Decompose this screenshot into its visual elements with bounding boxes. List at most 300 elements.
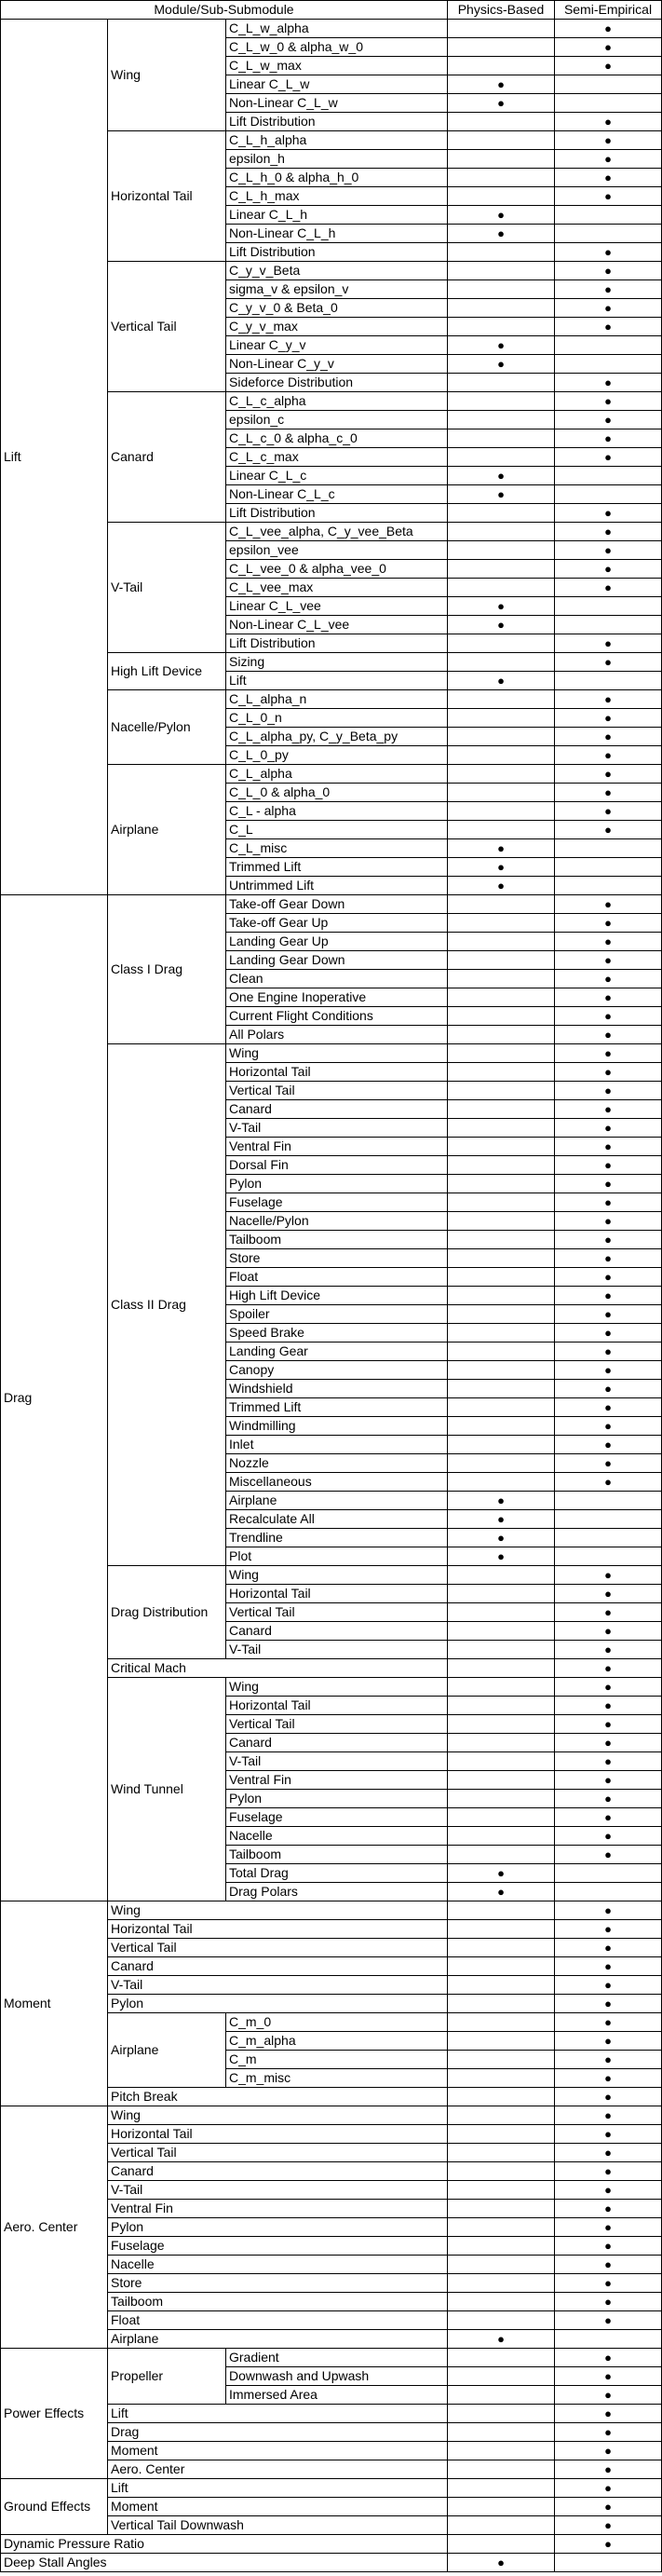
item-name: Ventral Fin <box>226 1771 448 1790</box>
item-name: Spoiler <box>226 1305 448 1324</box>
item-name: Fuselage <box>226 1808 448 1827</box>
item-name: V-Tail <box>226 1119 448 1138</box>
semi-empirical-mark: ● <box>604 1177 612 1191</box>
physics-based-cell <box>448 541 555 560</box>
semi-empirical-cell <box>555 1790 662 1808</box>
item-name: Wing <box>226 1678 448 1697</box>
physics-based-mark: ● <box>497 841 505 855</box>
semi-empirical-cell <box>555 1156 662 1175</box>
physics-based-cell <box>448 1473 555 1492</box>
item-name: Tailboom <box>226 1231 448 1249</box>
semi-empirical-mark: ● <box>604 375 612 389</box>
physics-based-cell <box>448 1007 555 1026</box>
physics-based-cell <box>448 2069 555 2088</box>
item-name: Lift Distribution <box>226 504 448 523</box>
physics-based-cell <box>448 1193 555 1212</box>
semi-empirical-cell <box>555 728 662 746</box>
physics-based-cell <box>448 1138 555 1156</box>
item-name: Clean <box>226 970 448 988</box>
semi-empirical-cell <box>555 1417 662 1436</box>
item-name: Airplane <box>226 1492 448 1510</box>
semi-empirical-mark: ● <box>604 2108 612 2122</box>
semi-empirical-cell <box>555 1585 662 1603</box>
semi-empirical-mark: ● <box>604 2537 612 2551</box>
item-name: Windmilling <box>226 1417 448 1436</box>
semi-empirical-mark: ● <box>604 320 612 334</box>
semi-empirical-mark: ● <box>604 823 612 837</box>
physics-based-cell <box>448 1920 555 1939</box>
semi-empirical-cell <box>555 2442 662 2460</box>
semi-empirical-mark: ● <box>604 2481 612 2495</box>
semi-empirical-mark: ● <box>604 1363 612 1377</box>
semi-empirical-cell <box>555 1622 662 1641</box>
semi-empirical-cell <box>555 1752 662 1771</box>
item-name: C_L_vee_alpha, C_y_vee_Beta <box>226 523 448 541</box>
item-name: Take-off Gear Up <box>226 914 448 933</box>
semi-empirical-mark: ● <box>604 1941 612 1955</box>
physics-based-mark: ● <box>497 879 505 893</box>
semi-empirical-mark: ● <box>604 1251 612 1265</box>
semi-empirical-mark: ● <box>604 1978 612 1992</box>
semi-empirical-cell <box>555 2311 662 2330</box>
semi-empirical-cell <box>555 1603 662 1622</box>
physics-based-cell <box>448 634 555 653</box>
semi-empirical-cell <box>555 1343 662 1361</box>
semi-empirical-cell <box>555 336 662 355</box>
semi-empirical-mark: ● <box>604 394 612 408</box>
item-name: Nacelle <box>226 1827 448 1846</box>
item-name: Non-Linear C_L_h <box>226 225 448 243</box>
semi-empirical-cell <box>555 914 662 933</box>
submodule-name: Nacelle <box>108 2256 448 2274</box>
semi-empirical-mark: ● <box>604 692 612 706</box>
physics-based-cell <box>448 653 555 672</box>
item-name: Non-Linear C_L_w <box>226 94 448 113</box>
item-name: C_L_0_n <box>226 709 448 728</box>
item-name: C_L_h_0 & alpha_h_0 <box>226 169 448 187</box>
physics-based-cell <box>448 1752 555 1771</box>
semi-empirical-mark: ● <box>604 152 612 166</box>
item-name: Horizontal Tail <box>226 1063 448 1082</box>
item-name: Wing <box>226 1044 448 1063</box>
semi-empirical-mark: ● <box>604 1959 612 1973</box>
item-name: Nacelle/Pylon <box>226 1212 448 1231</box>
semi-empirical-cell <box>555 355 662 374</box>
semi-empirical-mark: ● <box>604 450 612 464</box>
semi-empirical-mark: ● <box>604 1680 612 1694</box>
semi-empirical-cell <box>555 150 662 169</box>
semi-empirical-cell <box>555 2535 662 2554</box>
semi-empirical-cell <box>555 1566 662 1585</box>
physics-based-cell <box>448 728 555 746</box>
item-name: Trimmed Lift <box>226 1398 448 1417</box>
physics-based-cell <box>448 765 555 784</box>
physics-based-mark: ● <box>497 674 505 688</box>
physics-based-mark: ● <box>497 860 505 874</box>
semi-empirical-mark: ● <box>604 1288 612 1302</box>
module-name: Ground Effects <box>1 2479 108 2535</box>
item-name: C_L_alpha <box>226 765 448 784</box>
semi-empirical-mark: ● <box>604 1400 612 1414</box>
semi-empirical-mark: ● <box>604 1419 612 1433</box>
physics-based-cell <box>448 1641 555 1659</box>
semi-empirical-cell <box>555 951 662 970</box>
item-name: Fuselage <box>226 1193 448 1212</box>
submodule-name: V-Tail <box>108 2181 448 2200</box>
submodule-name: Aero. Center <box>108 2460 448 2479</box>
physics-based-cell <box>448 1697 555 1715</box>
semi-empirical-mark: ● <box>604 1065 612 1079</box>
semi-empirical-mark: ● <box>604 934 612 948</box>
semi-empirical-cell <box>555 634 662 653</box>
physics-based-cell <box>448 2237 555 2256</box>
semi-empirical-cell <box>555 75 662 94</box>
item-name: C_L_vee_max <box>226 579 448 597</box>
submodule-name: Store <box>108 2274 448 2293</box>
semi-empirical-cell <box>555 2181 662 2200</box>
physics-based-cell <box>448 1212 555 1231</box>
semi-empirical-mark: ● <box>604 1456 612 1470</box>
semi-empirical-cell <box>555 2330 662 2349</box>
submodule-name: V-Tail <box>108 523 226 653</box>
item-name: Landing Gear Up <box>226 933 448 951</box>
semi-empirical-mark: ● <box>604 2015 612 2029</box>
module-name: Aero. Center <box>1 2106 108 2349</box>
physics-based-cell <box>448 1287 555 1305</box>
item-name: Pylon <box>226 1175 448 1193</box>
semi-empirical-cell <box>555 131 662 150</box>
semi-empirical-cell <box>555 1492 662 1510</box>
physics-based-cell <box>448 2554 555 2572</box>
physics-based-cell <box>448 1883 555 1901</box>
physics-based-cell <box>448 2181 555 2200</box>
physics-based-cell <box>448 448 555 467</box>
semi-empirical-cell <box>555 1100 662 1119</box>
table-row <box>1 2479 662 2498</box>
semi-empirical-cell <box>555 2013 662 2032</box>
semi-empirical-mark: ● <box>604 1773 612 1787</box>
physics-based-cell <box>448 690 555 709</box>
submodule-name: Canard <box>108 1957 448 1976</box>
physics-based-cell <box>448 2349 555 2367</box>
semi-empirical-mark: ● <box>604 990 612 1004</box>
item-name: C_L_vee_0 & alpha_vee_0 <box>226 560 448 579</box>
submodule-name: Wing <box>108 1901 448 1920</box>
semi-empirical-cell <box>555 858 662 877</box>
semi-empirical-cell <box>555 318 662 336</box>
submodule-name: Vertical Tail <box>108 2144 448 2162</box>
semi-empirical-mark: ● <box>604 1009 612 1023</box>
physics-based-cell <box>448 2162 555 2181</box>
semi-empirical-mark: ● <box>604 2257 612 2271</box>
item-name: C_m_alpha <box>226 2032 448 2051</box>
semi-empirical-cell <box>555 504 662 523</box>
semi-empirical-cell <box>555 280 662 299</box>
semi-empirical-mark: ● <box>604 40 612 54</box>
semi-empirical-mark: ● <box>604 2369 612 2383</box>
physics-based-cell <box>448 1790 555 1808</box>
physics-based-cell <box>448 429 555 448</box>
submodule-name: Pylon <box>108 1995 448 2013</box>
semi-empirical-mark: ● <box>604 1270 612 1284</box>
physics-based-cell <box>448 1547 555 1566</box>
item-name: Gradient <box>226 2349 448 2367</box>
semi-empirical-cell <box>555 2386 662 2405</box>
item-name: Landing Gear <box>226 1343 448 1361</box>
item-name: Windshield <box>226 1380 448 1398</box>
semi-empirical-mark: ● <box>604 2406 612 2420</box>
semi-empirical-cell <box>555 1231 662 1249</box>
semi-empirical-mark: ● <box>604 1587 612 1601</box>
semi-empirical-cell <box>555 2460 662 2479</box>
semi-empirical-cell <box>555 2423 662 2442</box>
item-name: C_L_misc <box>226 839 448 858</box>
table-row <box>1 2554 662 2572</box>
item-name: Nozzle <box>226 1454 448 1473</box>
semi-empirical-mark: ● <box>604 1829 612 1843</box>
semi-empirical-cell <box>555 113 662 131</box>
item-name: C_L_c_0 & alpha_c_0 <box>226 429 448 448</box>
submodule-name: Lift <box>108 2405 448 2423</box>
table-row <box>1 1901 662 1920</box>
semi-empirical-cell <box>555 523 662 541</box>
semi-empirical-cell <box>555 2032 662 2051</box>
physics-based-cell <box>448 1436 555 1454</box>
physics-based-cell <box>448 1715 555 1734</box>
semi-empirical-mark: ● <box>604 264 612 278</box>
physics-based-mark: ● <box>497 338 505 352</box>
physics-based-cell <box>448 1976 555 1995</box>
table-row <box>1 2106 662 2125</box>
physics-based-cell <box>448 1231 555 1249</box>
item-name: Canard <box>226 1100 448 1119</box>
item-name: epsilon_c <box>226 411 448 429</box>
item-name: C_L_alpha_py, C_y_Beta_py <box>226 728 448 746</box>
physics-based-cell <box>448 709 555 728</box>
physics-based-cell <box>448 392 555 411</box>
submodule-name: Tailboom <box>108 2293 448 2311</box>
semi-empirical-cell <box>555 225 662 243</box>
semi-empirical-mark: ● <box>604 916 612 930</box>
item-name: C_L_0_py <box>226 746 448 765</box>
semi-empirical-cell <box>555 1678 662 1697</box>
physics-based-cell <box>448 1119 555 1138</box>
physics-based-cell <box>448 1827 555 1846</box>
semi-empirical-cell <box>555 579 662 597</box>
physics-based-cell <box>448 1603 555 1622</box>
semi-empirical-cell <box>555 653 662 672</box>
semi-empirical-mark: ● <box>604 2388 612 2402</box>
physics-based-cell <box>448 2516 555 2535</box>
submodule-name: Nacelle/Pylon <box>108 690 226 765</box>
semi-empirical-mark: ● <box>604 2295 612 2309</box>
physics-based-cell <box>448 821 555 839</box>
item-name: Downwash and Upwash <box>226 2367 448 2386</box>
physics-based-cell <box>448 1044 555 1063</box>
item-name: Speed Brake <box>226 1324 448 1343</box>
semi-empirical-mark: ● <box>604 1326 612 1340</box>
submodule-name: Class II Drag <box>108 1044 226 1566</box>
semi-empirical-cell <box>555 2051 662 2069</box>
semi-empirical-cell <box>555 1473 662 1492</box>
submodule-name: Drag <box>108 2423 448 2442</box>
semi-empirical-mark: ● <box>604 1717 612 1731</box>
physics-based-cell <box>448 1510 555 1529</box>
item-name: Tailboom <box>226 1846 448 1864</box>
semi-empirical-cell <box>555 20 662 38</box>
semi-empirical-cell <box>555 1846 662 1864</box>
semi-empirical-cell <box>555 2069 662 2088</box>
physics-based-cell <box>448 1343 555 1361</box>
semi-empirical-mark: ● <box>604 1046 612 1060</box>
semi-empirical-mark: ● <box>604 785 612 799</box>
semi-empirical-cell <box>555 1138 662 1156</box>
physics-based-mark: ● <box>497 1493 505 1507</box>
semi-empirical-mark: ● <box>604 1307 612 1321</box>
physics-based-cell <box>448 225 555 243</box>
semi-empirical-mark: ● <box>604 729 612 743</box>
semi-empirical-cell <box>555 2088 662 2106</box>
semi-empirical-cell <box>555 1715 662 1734</box>
item-name: One Engine Inoperative <box>226 988 448 1007</box>
semi-empirical-cell <box>555 541 662 560</box>
semi-empirical-cell <box>555 1361 662 1380</box>
semi-empirical-mark: ● <box>604 1568 612 1582</box>
physics-based-cell <box>448 355 555 374</box>
semi-empirical-mark: ● <box>604 2518 612 2532</box>
physics-based-mark: ● <box>497 599 505 613</box>
item-name: Sideforce Distribution <box>226 374 448 392</box>
semi-empirical-mark: ● <box>604 133 612 147</box>
semi-empirical-mark: ● <box>604 2183 612 2197</box>
semi-empirical-mark: ● <box>604 1922 612 1936</box>
semi-empirical-cell <box>555 94 662 113</box>
semi-empirical-cell <box>555 1287 662 1305</box>
semi-empirical-cell <box>555 560 662 579</box>
semi-empirical-mark: ● <box>604 2201 612 2215</box>
semi-empirical-cell <box>555 2293 662 2311</box>
physics-based-cell <box>448 1846 555 1864</box>
item-name: High Lift Device <box>226 1287 448 1305</box>
semi-empirical-cell <box>555 411 662 429</box>
semi-empirical-cell <box>555 1398 662 1417</box>
semi-empirical-cell <box>555 448 662 467</box>
semi-empirical-mark: ● <box>604 2462 612 2476</box>
physics-based-cell <box>448 1566 555 1585</box>
semi-empirical-mark: ● <box>604 2164 612 2178</box>
semi-empirical-cell <box>555 2218 662 2237</box>
physics-based-cell <box>448 1305 555 1324</box>
physics-based-cell <box>448 1249 555 1268</box>
semi-empirical-mark: ● <box>604 580 612 594</box>
semi-empirical-cell <box>555 57 662 75</box>
physics-based-cell <box>448 485 555 504</box>
physics-based-mark: ● <box>497 357 505 371</box>
semi-empirical-cell <box>555 765 662 784</box>
item-name: Canard <box>226 1622 448 1641</box>
item-name: V-Tail <box>226 1752 448 1771</box>
module-name: Lift <box>1 20 108 895</box>
physics-based-cell <box>448 280 555 299</box>
physics-based-cell <box>448 877 555 895</box>
item-name: Linear C_y_v <box>226 336 448 355</box>
semi-empirical-cell <box>555 821 662 839</box>
item-name: V-Tail <box>226 1641 448 1659</box>
item-name: Pylon <box>226 1790 448 1808</box>
item-name: Recalculate All <box>226 1510 448 1529</box>
physics-based-cell <box>448 2330 555 2349</box>
item-name: C_L_w_0 & alpha_w_0 <box>226 38 448 57</box>
semi-empirical-mark: ● <box>604 1736 612 1750</box>
physics-based-cell <box>448 1808 555 1827</box>
physics-based-cell <box>448 20 555 38</box>
item-name: C_y_v_0 & Beta_0 <box>226 299 448 318</box>
physics-based-cell <box>448 1529 555 1547</box>
semi-empirical-cell <box>555 1547 662 1566</box>
semi-empirical-cell <box>555 1436 662 1454</box>
submodule-name: Moment <box>108 2498 448 2516</box>
physics-based-cell <box>448 1361 555 1380</box>
physics-based-cell <box>448 113 555 131</box>
physics-based-cell <box>448 1026 555 1044</box>
submodule-name: Wing <box>108 20 226 131</box>
semi-empirical-mark: ● <box>604 1810 612 1824</box>
semi-empirical-mark: ● <box>604 1028 612 1042</box>
physics-based-cell <box>448 1622 555 1641</box>
semi-empirical-cell <box>555 485 662 504</box>
semi-empirical-mark: ● <box>604 897 612 911</box>
semi-empirical-cell <box>555 38 662 57</box>
semi-empirical-mark: ● <box>604 1661 612 1675</box>
physics-based-cell <box>448 2293 555 2311</box>
physics-based-mark: ● <box>497 1512 505 1526</box>
semi-empirical-cell <box>555 2274 662 2293</box>
semi-empirical-mark: ● <box>604 2313 612 2327</box>
submodule-name: Class I Drag <box>108 895 226 1044</box>
semi-empirical-mark: ● <box>604 1139 612 1153</box>
semi-empirical-cell <box>555 877 662 895</box>
semi-empirical-mark: ● <box>604 59 612 73</box>
semi-empirical-cell <box>555 2200 662 2218</box>
semi-empirical-mark: ● <box>604 431 612 445</box>
physics-based-cell <box>448 2051 555 2069</box>
physics-based-cell <box>448 187 555 206</box>
physics-based-cell <box>448 988 555 1007</box>
semi-empirical-cell <box>555 206 662 225</box>
semi-empirical-cell <box>555 169 662 187</box>
semi-empirical-mark: ● <box>604 189 612 203</box>
semi-empirical-cell <box>555 746 662 765</box>
physics-based-mark: ● <box>497 2332 505 2346</box>
physics-based-cell <box>448 951 555 970</box>
semi-empirical-mark: ● <box>604 21 612 35</box>
semi-empirical-mark: ● <box>604 2500 612 2514</box>
semi-empirical-mark: ● <box>604 1382 612 1396</box>
item-name: sigma_v & epsilon_v <box>226 280 448 299</box>
module-name: Drag <box>1 895 108 1901</box>
physics-based-cell <box>448 970 555 988</box>
physics-based-cell <box>448 1063 555 1082</box>
semi-empirical-cell <box>555 1063 662 1082</box>
physics-based-cell <box>448 616 555 634</box>
item-name: C_L_w_alpha <box>226 20 448 38</box>
physics-based-cell <box>448 914 555 933</box>
module-name: Dynamic Pressure Ratio <box>1 2535 448 2554</box>
semi-empirical-cell <box>555 1659 662 1678</box>
submodule-name: Airplane <box>108 765 226 895</box>
item-name: Immersed Area <box>226 2386 448 2405</box>
semi-empirical-cell <box>555 672 662 690</box>
